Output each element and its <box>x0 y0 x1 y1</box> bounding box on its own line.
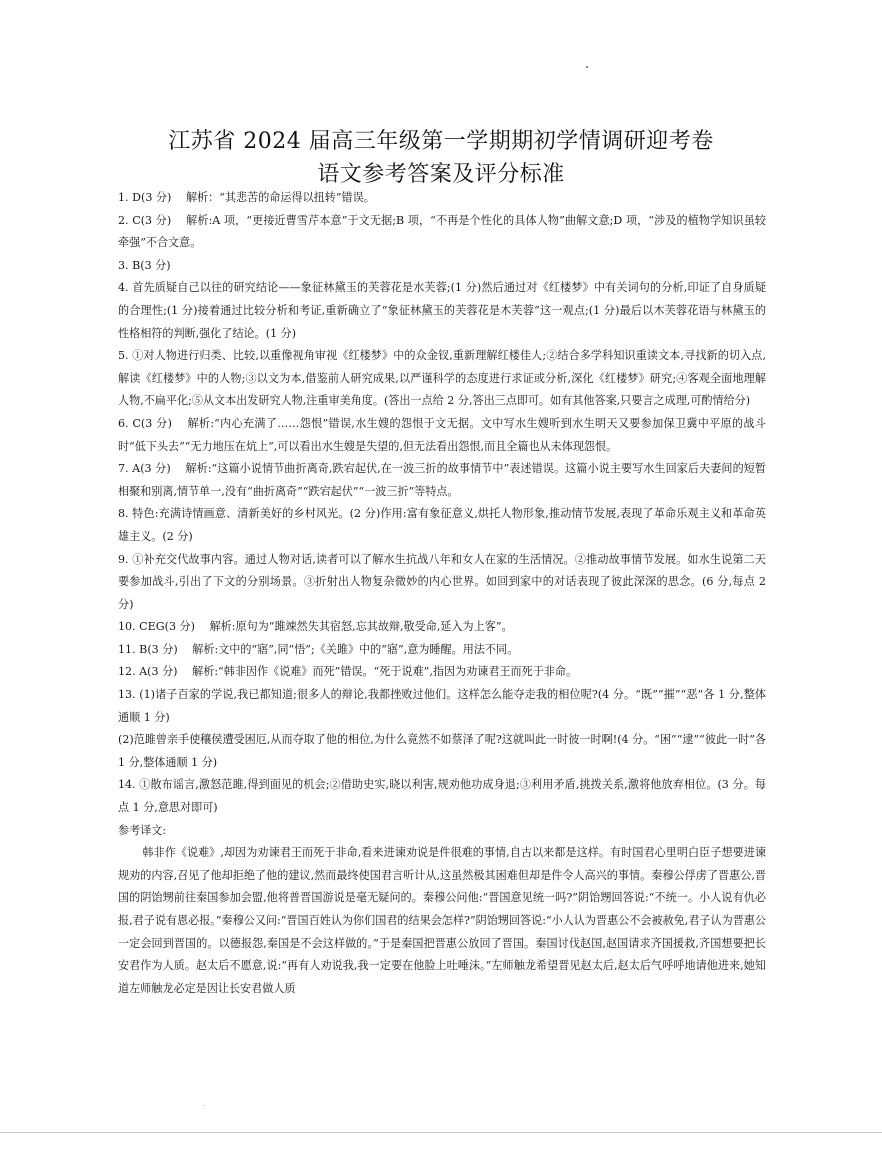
document-subtitle: 语文参考答案及评分标准 <box>317 162 565 187</box>
page-bottom-edge <box>0 1132 882 1133</box>
scan-speck <box>204 1105 205 1106</box>
answer-item-4: 4. 首先质疑自己以往的研究结论——象征林黛玉的芙蓉花是水芙蓉;(1 分)然后通过对《红楼梦》中有关词句的分析,印证了自身质疑的合理性;(1 分)接着通过比较分析和考证,重新确立了“象征林黛玉的芙蓉花是木芙蓉”这一观点;(1 分)最后以木芙蓉花语与林黛玉的性格相符的判断,强化了结论。(1 分) <box>118 281 766 340</box>
answer-item-1: 1. D(3 分) 解析：“其悲苦的命运得以扭转”错误。 <box>118 191 375 204</box>
answer-item-9: 9. ①补充交代故事内容。通过人物对话,读者可以了解水生抗战八年和女人在家的生活情况。②推动故事情节发展。如水生说第二天要参加战斗,引出了下文的分别场景。③折射出人物复杂微妙的内心世界。如回到家中的对话表现了彼此深深的思念。(6 分,每点 2 分) <box>118 552 766 611</box>
answer-item-12: 12. A(3 分) 解析:“韩非因作《说难》而死”错误。“死于说难”,指因为劝谏君王而死于非命。 <box>118 665 578 679</box>
translation-paragraph: 韩非作《说难》,却因为劝谏君王而死于非命,看来进谏劝说是件很难的事情,自古以来都是这样。有时国君心里明白臣子想要进谏规劝的内容,召见了他却拒绝了他的建议,然而最终使国君言听计从,这虽然极其困难但却是件令人高兴的事情。秦穆公俘虏了晋惠公,晋国的阴饴甥前往秦国参加会盟,他将普晋国游说是毫无疑问的。秦穆公问他:“晋国意见统一吗?”阴饴甥回答说:“不统一。小人说有仇必报,君子说有恩必报。”秦穆公又问:“晋国百姓认为你们国君的结果会怎样?”阴饴甥回答说:“小人认为晋惠公不会被赦免,君子认为晋惠公一定会回到晋国的。以德报怨,秦国是不会这样做的。”于是秦国把晋惠公放回了晋国。秦国讨伐赵国,赵国请求齐国援救,齐国想要把长安君作为人质。赵太后不愿意,说:“再有人劝说我,我一定要在他脸上吐唾沫。”左师触龙希望晋见赵太后,赵太后气呼呼地请他进来,她知道左师触龙必定是因让长安君做人质 <box>118 846 766 995</box>
answer-item-5: 5. ①对人物进行归类、比较,以重像视角审视《红楼梦》中的众金钗,重新理解红楼佳人;②结合多学科知识重读文本,寻找新的切入点,解读《红楼梦》中的人物;③以文为本,借鉴前人研究成果,以严谨科学的态度进行求证或分析,深化《红楼梦》研究;④客观全面地理解人物,不扁平化;⑤从文本出发研究人物,注重审美角度。(答出一点给 2 分,答出三点即可。如有其他答案,只要言之成理,可酌情给分) <box>118 349 766 408</box>
answer-body <box>118 187 766 1000</box>
answer-item-7: 7. A(3 分) 解析:“这篇小说情节曲折离奇,跌宕起伏,在一波三折的故事情节中”表述错误。这篇小说主要写水生回家后夫妻间的短暂相聚和别离,情节单一,没有“曲折离奇”“跌宕起伏”“一波三折”等特点。 <box>118 462 766 498</box>
answer-item-3: 3. B(3 分) <box>118 258 171 272</box>
document-title: 江苏省 2024 届高三年级第一学期期初学情调研迎考卷 <box>168 129 714 154</box>
answer-item-6: 6. C(3 分) 解析:“内心充满了……怨恨”错误,水生嫂的怨恨于文无据。文中写水生嫂听到水生明天又要参加保卫冀中平原的战斗时“低下头去”“无力地压在炕上”,可以看出水生嫂是失望的,但无法看出怨恨,而且全篇也从未体现怨恨。 <box>118 416 766 453</box>
translation-heading: 参考译文: <box>118 823 167 837</box>
answer-item-13-1: 13. (1)诸子百家的学说,我已都知道;很多人的辩论,我都挫败过他们。这样怎么能夺走我的相位呢?(4 分。“既”“摧”“恶”各 1 分,整体通顺 1 分) <box>118 688 766 724</box>
answer-item-14: 14. ①散布谣言,激怒范雎,得到面见的机会;②借助史实,晓以利害,规劝他功成身退;③利用矛盾,挑拨关系,激将他放弃相位。(3 分。每点 1 分,意思对即可) <box>118 778 766 815</box>
answer-item-2: 2. C(3 分) 解析:A 项，“更接近曹雪芹本意”于文无据;B 项，“不再是个性化的具体人物”曲解文意;D 项，“涉及的植物学知识虽较牵强”不合文意。 <box>118 213 766 250</box>
scan-speck <box>586 66 588 68</box>
answer-item-11: 11. B(3 分) 解析:文中的“寤”,同“悟”;《关雎》中的“寤”,意为睡醒。用法不同。 <box>118 642 519 656</box>
answer-item-10: 10. CEG(3 分) 解析:原句为“雎竦然失其宿怒,忘其故辩,敬受命,延入为上客”。 <box>118 620 513 634</box>
answer-item-13-2: (2)范雎曾亲手使穰侯遭受困厄,从而夺取了他的相位,为什么竟然不如蔡泽了呢?这就叫此一时彼一时啊!(4 分。“困”“逮”“彼此一时”各 1 分,整体通顺 1 分) <box>118 733 766 769</box>
answer-item-8: 8. 特色:充满诗情画意、清新美好的乡村风光。(2 分)作用:富有象征意义,烘托人物形象,推动情节发展,表现了革命乐观主义和革命英雄主义。(2 分) <box>118 507 766 543</box>
